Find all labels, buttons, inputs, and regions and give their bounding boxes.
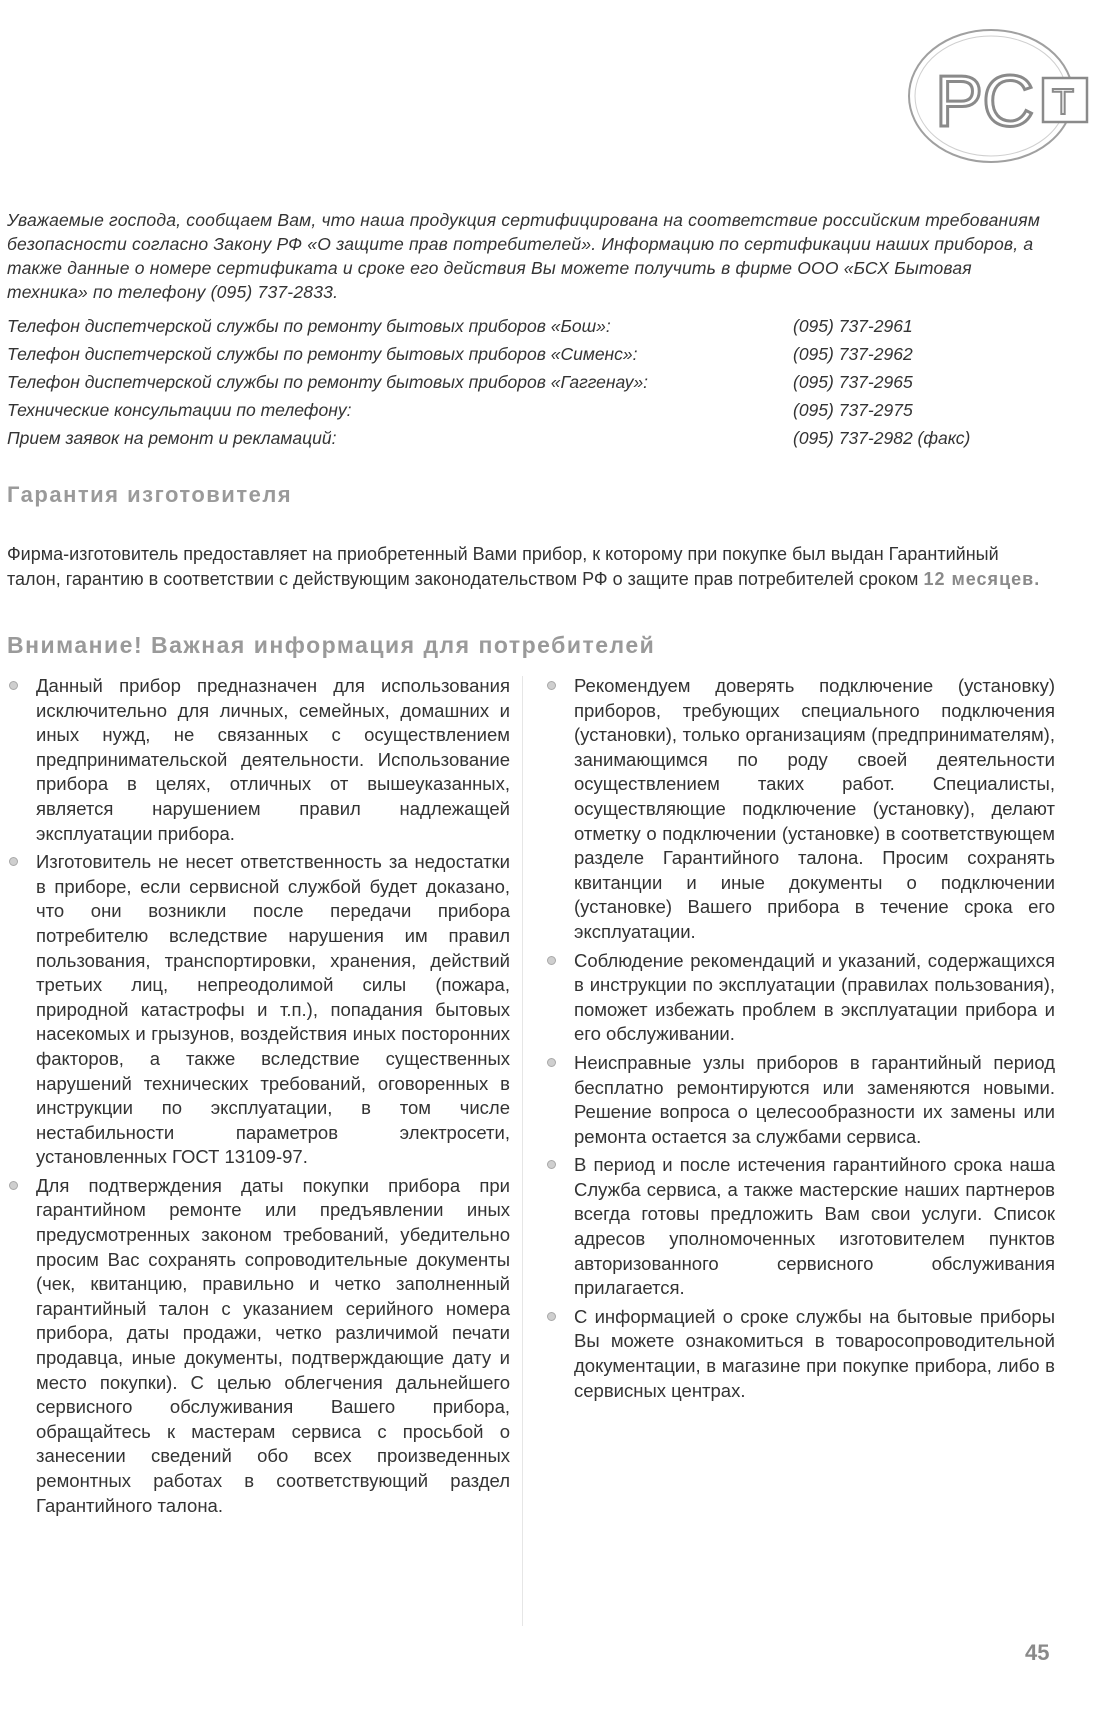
warranty-heading: Гарантия изготовителя <box>7 482 293 507</box>
phone-label: Телефон диспетчерской службы по ремонту бытовых приборов «Бош»: <box>7 316 611 336</box>
phone-row <box>7 340 1067 368</box>
page-number: 45 <box>1025 1640 1050 1665</box>
list-item-text: Неисправные узлы приборов в гарантийный период бесплатно ремонтируются или заменяются новыми. Решение вопроса о целесообразности их замены или ремонта остается за службами сервиса. <box>574 1051 1055 1147</box>
list-item <box>7 850 510 1170</box>
list-item-text: Для подтверждения даты покупки прибора при гарантийном ремонте или предъявлении иных предусмотренных законом требований, убедительно просим Вас сохранять сопроводительные документы (чек, квитанцию, правильно и четко заполненный гарантийный талон с указанием серийного номера прибора, даты продажи, четко различимой печати продавца, иные документы, подтверждающие дату и место покупки). С целью облегчения дальнейшего сервисного обслуживания Вашего прибора, обращайтесь к мастерам сервиса с просьбой о занесении сведений обо всех произведенных ремонтных работах в соответствующий раздел Гарантийного талона. <box>36 1174 510 1516</box>
logo-sub-letter: Т <box>1052 81 1074 122</box>
phone-number: (095) 737-2965 <box>793 372 913 392</box>
list-item-text: В период и после истечения гарантийного срока наша Служба сервиса, а также мастерские наших партнеров всегда готовы предложить Вам свои услуги. Список адресов уполномоченных изготовителем пунктов авторизованного сервисного обслуживания прилагается. <box>574 1154 1055 1299</box>
service-phone-list <box>7 312 1067 452</box>
phone-label: Телефон диспетчерской службы по ремонту бытовых приборов «Гаггенау»: <box>7 372 649 392</box>
list-item <box>545 1153 1055 1301</box>
bullet-icon <box>547 956 556 965</box>
notice-list-right <box>545 674 1055 1407</box>
bullet-icon <box>547 681 556 690</box>
phone-label: Телефон диспетчерской службы по ремонту бытовых приборов «Сименс»: <box>7 344 638 364</box>
certification-notice: Уважаемые господа, сообщаем Вам, что наша продукция сертифицирована на соответствие российским требованиям безопасности согласно Закону РФ «О защите прав потребителей». Информацию по сертификации наших приборов, а также данные о номере сертификата и сроке его действия Вы можете получить в фирме ООО «БСХ Бытовая техника» по телефону (095) 737-2833. <box>7 209 1041 302</box>
phone-number: (095) 737-2975 <box>793 400 913 420</box>
list-item <box>545 1051 1055 1149</box>
list-item <box>545 674 1055 945</box>
list-item-text: Изготовитель не несет ответственность за недостатки в приборе, если сервисной службой будет доказано, что они возникли после передачи прибора потребителю вследствие нарушения им правил пользования, транспортировки, хранения, действий третьих лиц, непреодолимой силы (пожара, природной катастрофы и т.п.), попадания бытовых насекомых и грызунов, воздействия иных посторонних факторов, а также вследствие существенных нарушений технических требований, оговоренных в инструкции по эксплуатации, в том числе нестабильности параметров электросети, установленных ГОСТ 13109-97. <box>36 851 510 1168</box>
warranty-body: Фирма-изготовитель предоставляет на приобретенный Вами прибор, к которому при покупке был выдан Гарантийный талон, гарантию в соответствии с действующим законодательством РФ о защите прав потребителей сроком <box>7 544 999 589</box>
warranty-term: 12 месяцев. <box>923 569 1041 589</box>
phone-number: (095) 737-2982 (факс) <box>793 428 971 448</box>
phone-label: Прием заявок на ремонт и рекламаций: <box>7 428 337 448</box>
phone-number: (095) 737-2962 <box>793 344 913 364</box>
phone-row <box>7 396 1067 424</box>
bullet-icon <box>547 1058 556 1067</box>
phone-number: (095) 737-2961 <box>793 316 913 336</box>
list-item-text: Соблюдение рекомендаций и указаний, содержащихся в инструкции по эксплуатации (правилах пользования), поможет избежать проблем в эксплуатации прибора и его обслуживании. <box>574 949 1055 1045</box>
bullet-icon <box>547 1160 556 1169</box>
list-item <box>7 1174 510 1518</box>
logo-letters: РС <box>935 62 1035 142</box>
notice-heading: Внимание! Важная информация для потребителей <box>7 632 656 658</box>
phone-row <box>7 368 1067 396</box>
phone-label: Технические консультации по телефону: <box>7 400 352 420</box>
list-item-text: С информацией о сроке службы на бытовые приборы Вы можете ознакомиться в товаросопроводительной документации, в магазине при покупке прибора, либо в сервисных центрах. <box>574 1305 1055 1401</box>
notice-list-left <box>7 674 510 1522</box>
phone-row <box>7 424 1067 452</box>
list-item <box>7 674 510 846</box>
rst-certification-mark-icon <box>905 18 1095 168</box>
certification-logo <box>905 18 1095 168</box>
bullet-icon <box>9 1181 18 1190</box>
warranty-text <box>7 542 1057 592</box>
list-item <box>545 1305 1055 1403</box>
bullet-icon <box>547 1312 556 1321</box>
column-divider <box>522 676 523 1626</box>
phone-row <box>7 312 1067 340</box>
list-item-text: Данный прибор предназначен для использования исключительно для личных, семейных, домашних и иных нужд, не связанных с осуществлением предпринимательской деятельности. Использование прибора в целях, отличных от вышеуказанных, является нарушением правил надлежащей эксплуатации прибора. <box>36 675 510 844</box>
bullet-icon <box>9 681 18 690</box>
list-item <box>545 949 1055 1047</box>
list-item-text: Рекомендуем доверять подключение (установку) приборов, требующих специального подключения (установки), только организациям (предпринимателям), занимающимся по роду своей деятельности осуществлением таких работ. Специалисты, осуществляющие подключение (установку), делают отметку о подключении (установке) в соответствующем разделе Гарантийного талона. Просим сохранять квитанции и иные документы о подключении (установке) Вашего прибора в течение срока его эксплуатации. <box>574 675 1055 942</box>
bullet-icon <box>9 857 18 866</box>
